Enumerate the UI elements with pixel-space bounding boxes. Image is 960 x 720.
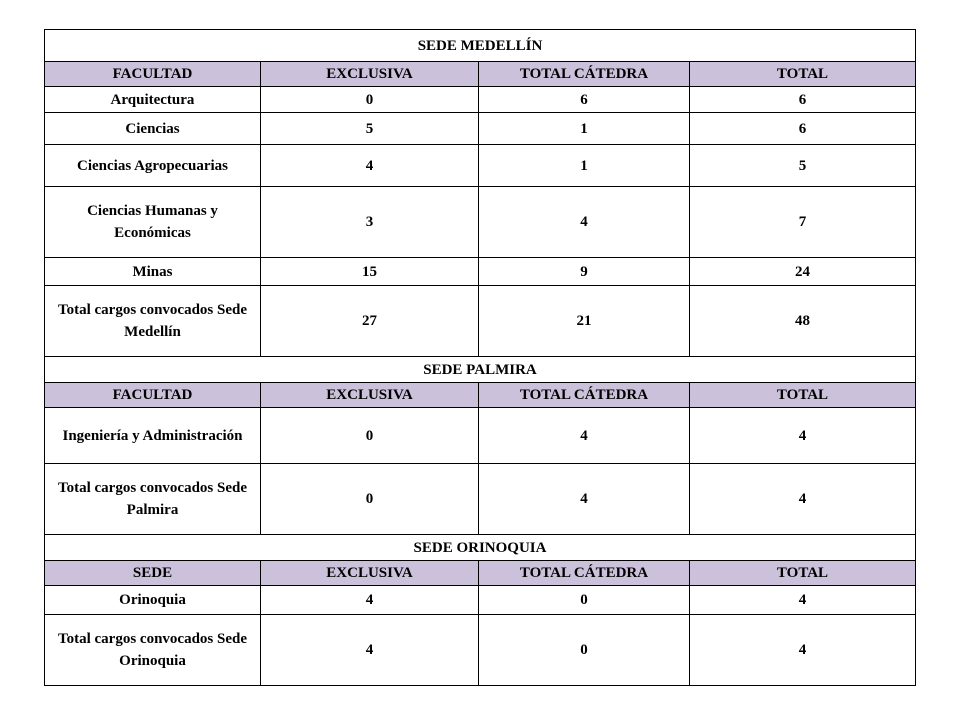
sede-title: SEDE MEDELLÍN <box>45 30 916 62</box>
total-value-cell: 48 <box>690 286 916 357</box>
value-cell: 1 <box>479 145 690 187</box>
table-row <box>45 258 916 286</box>
value-cell: 4 <box>479 187 690 258</box>
value-cell: 24 <box>690 258 916 286</box>
value-cell: 6 <box>690 87 916 113</box>
faculty-cell: Orinoquia <box>45 586 261 615</box>
total-label-cell: Total cargos convocados Sede Orinoquia <box>45 615 261 686</box>
column-header: EXCLUSIVA <box>261 62 479 87</box>
value-cell: 15 <box>261 258 479 286</box>
faculty-cell: Ciencias Agropecuarias <box>45 145 261 187</box>
table-row <box>45 87 916 113</box>
table-row <box>45 408 916 464</box>
header-row <box>45 383 916 408</box>
value-cell: 6 <box>690 113 916 145</box>
column-header: TOTAL CÁTEDRA <box>479 561 690 586</box>
sede-title: SEDE PALMIRA <box>45 357 916 383</box>
column-header: TOTAL CÁTEDRA <box>479 383 690 408</box>
value-cell: 7 <box>690 187 916 258</box>
column-header: SEDE <box>45 561 261 586</box>
value-cell: 5 <box>690 145 916 187</box>
value-cell: 0 <box>261 408 479 464</box>
sede-title: SEDE ORINOQUIA <box>45 535 916 561</box>
table-row <box>45 586 916 615</box>
total-value-cell: 4 <box>479 464 690 535</box>
faculty-cell: Ingeniería y Administración <box>45 408 261 464</box>
column-header: TOTAL <box>690 383 916 408</box>
column-header: EXCLUSIVA <box>261 561 479 586</box>
total-value-cell: 4 <box>261 615 479 686</box>
faculty-cell: Arquitectura <box>45 87 261 113</box>
faculty-positions-table <box>44 29 916 686</box>
faculty-cell: Minas <box>45 258 261 286</box>
header-row <box>45 561 916 586</box>
column-header: EXCLUSIVA <box>261 383 479 408</box>
value-cell: 4 <box>690 408 916 464</box>
value-cell: 3 <box>261 187 479 258</box>
value-cell: 0 <box>261 87 479 113</box>
total-value-cell: 4 <box>690 615 916 686</box>
header-row <box>45 62 916 87</box>
column-header: TOTAL <box>690 62 916 87</box>
value-cell: 9 <box>479 258 690 286</box>
value-cell: 4 <box>479 408 690 464</box>
column-header: FACULTAD <box>45 383 261 408</box>
sede-title-row <box>45 357 916 383</box>
column-header: TOTAL CÁTEDRA <box>479 62 690 87</box>
value-cell: 4 <box>261 145 479 187</box>
total-row <box>45 286 916 357</box>
value-cell: 5 <box>261 113 479 145</box>
column-header: TOTAL <box>690 561 916 586</box>
table-row <box>45 113 916 145</box>
value-cell: 0 <box>479 586 690 615</box>
sede-title-row <box>45 30 916 62</box>
total-value-cell: 4 <box>690 464 916 535</box>
value-cell: 6 <box>479 87 690 113</box>
value-cell: 1 <box>479 113 690 145</box>
table-row <box>45 187 916 258</box>
table-row <box>45 145 916 187</box>
sede-title-row <box>45 535 916 561</box>
faculty-cell: Ciencias <box>45 113 261 145</box>
total-value-cell: 0 <box>479 615 690 686</box>
faculty-cell: Ciencias Humanas y Económicas <box>45 187 261 258</box>
total-row <box>45 615 916 686</box>
value-cell: 4 <box>261 586 479 615</box>
column-header: FACULTAD <box>45 62 261 87</box>
value-cell: 4 <box>690 586 916 615</box>
total-label-cell: Total cargos convocados Sede Medellín <box>45 286 261 357</box>
total-value-cell: 21 <box>479 286 690 357</box>
total-row <box>45 464 916 535</box>
total-value-cell: 0 <box>261 464 479 535</box>
total-value-cell: 27 <box>261 286 479 357</box>
total-label-cell: Total cargos convocados Sede Palmira <box>45 464 261 535</box>
